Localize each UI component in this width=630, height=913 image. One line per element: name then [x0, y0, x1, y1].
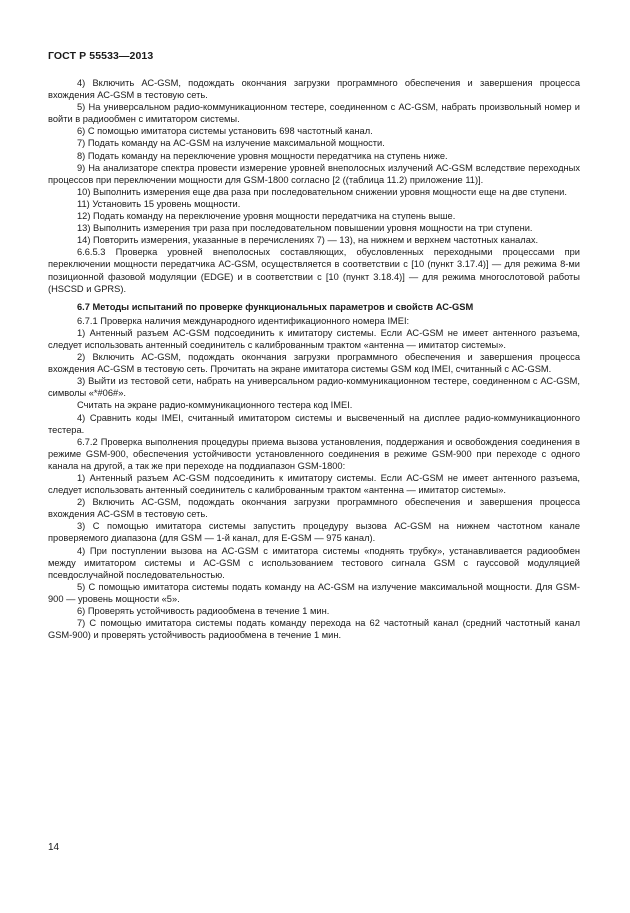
paragraph: 13) Выполнить измерения три раза при последовательном повышении уровня мощности на три ступени. [77, 223, 533, 234]
paragraph: 7) Подать команду на АС-GSM на излучение максимальной мощности. [77, 138, 385, 149]
paragraph: Считать на экране радио-коммуникационного тестера код IMEI. [77, 400, 353, 411]
paragraph: 2) Включить АС-GSM, подождать окончания загрузки программного обеспечения и завершения процесса вхождения АС-GSM в тестовую сеть. Прочитать на экране имитатора системы GSM код IMEI, считанный с АС-GSM. [48, 352, 580, 375]
paragraph: 6.7.1 Проверка наличия международного идентификационного номера IMEI: [77, 315, 410, 326]
paragraph: 4) Сравнить коды IMEI, считанный имитатором системы и высвеченный на дисплее радио-коммуникационного тестера. [48, 412, 580, 435]
paragraph: 4) Включить АС-GSM, подождать окончания загрузки программного обеспечения и завершения процесса вхождения АС-GSM в тестовую сеть. [48, 78, 580, 101]
page-number: 14 [48, 842, 60, 853]
paragraph: 6) Проверять устойчивость радиообмена в течение 1 мин. [77, 606, 330, 617]
paragraph: 11) Установить 15 уровень мощности. [77, 198, 241, 209]
paragraph: 3) Выйти из тестовой сети, набрать на универсальном радио-коммуникационном тестере, соединенном с АС-GSM, символы «*#06#». [48, 376, 580, 399]
paragraph: 10) Выполнить измерения еще два раза при последовательном снижении уровня мощности еще на две ступени. [77, 186, 567, 197]
paragraph: 3) С помощью имитатора системы запустить процедуру вызова АС-GSM на нижнем частотном канале проверяемого диапазона (для GSM — 1-й канал, для E-GSM — 975 канал). [48, 521, 580, 544]
paragraph: 1) Антенный разъем АС-GSM подсоединить к имитатору системы. Если АС-GSM не имеет антенного разъема, следует использовать антенный соединитель с калиброванным трактом «антенна — имитатор системы». [48, 473, 580, 496]
document-body [48, 77, 580, 641]
paragraph: 5) С помощью имитатора системы подать команду на АС-GSM на излучение максимальной мощности. Для GSM-900 — уровень мощности «5». [48, 581, 580, 604]
paragraph: 12) Подать команду на переключение уровня мощности передатчика на ступень выше. [77, 211, 456, 222]
paragraph: 7) С помощью имитатора системы подать команду перехода на 62 частотный канал (средний частотный канал GSM-900) и проверять устойчивость радиообмена в течение 1 мин. [48, 618, 580, 641]
paragraph: 2) Включить АС-GSM, подождать окончания загрузки программного обеспечения и завершения процесса вхождения АС-GSM в тестовую сеть. [48, 497, 580, 520]
section-heading: 6.7 Методы испытаний по проверке функциональных параметров и свойств АС-GSM [77, 301, 474, 312]
paragraph: 14) Повторить измерения, указанные в перечислениях 7) — 13), на нижнем и верхнем частотных каналах. [77, 235, 539, 246]
paragraph: 4) При поступлении вызова на АС-GSM с имитатора системы «поднять трубку», устанавливается радиообмен между имитатором системы и АС-GSM с использованием тестового сигнала GSM с гауссовой модуляцией псевдослучайной последовательностью. [48, 545, 580, 580]
document-header: ГОСТ Р 55533—2013 [48, 50, 154, 62]
paragraph: 6) С помощью имитатора системы установить 698 частотный канал. [77, 126, 373, 137]
paragraph: 9) На анализаторе спектра провести измерение уровней внеполосных излучений АС-GSM вследствие переходных процессов при переключении мощности для GSM-1800 согласно [2 ((таблица 11.2) приложение 11)]. [48, 162, 580, 185]
paragraph: 8) Подать команду на переключение уровня мощности передатчика на ступень ниже. [77, 150, 448, 161]
paragraph: 1) Антенный разъем АС-GSM подсоединить к имитатору системы. Если АС-GSM не имеет антенного разъема, следует использовать антенный соединитель с калиброванным трактом «антенна — имитатор системы». [48, 327, 580, 350]
paragraph: 6.7.2 Проверка выполнения процедуры приема вызова установления, поддержания и освобождения соединения в режиме GSM-900, обеспечения устойчивости установленного соединения в режиме GSM-900 при переходе с одного канала на другой, а так же при переходе на поддиапазон GSM-1800: [48, 436, 580, 471]
paragraph: 5) На универсальном радио-коммуникационном тестере, соединенном с АС-GSM, набрать произвольный номер и войти в радиообмен с имитатором системы. [48, 102, 580, 125]
paragraph: 6.6.5.3 Проверка уровней внеполосных составляющих, обусловленных переходными процессами при переключении мощности передатчика АС-GSM, осуществляется в соответствии с [10 (пункт 3.17.4)] — для режима 8-ми позиционной фазовой модуляции (EDGE) и в соответствии с [10 (пункт 3.18.4)] — для режима многослотовой работы (HSCSD и GPRS). [48, 247, 580, 294]
